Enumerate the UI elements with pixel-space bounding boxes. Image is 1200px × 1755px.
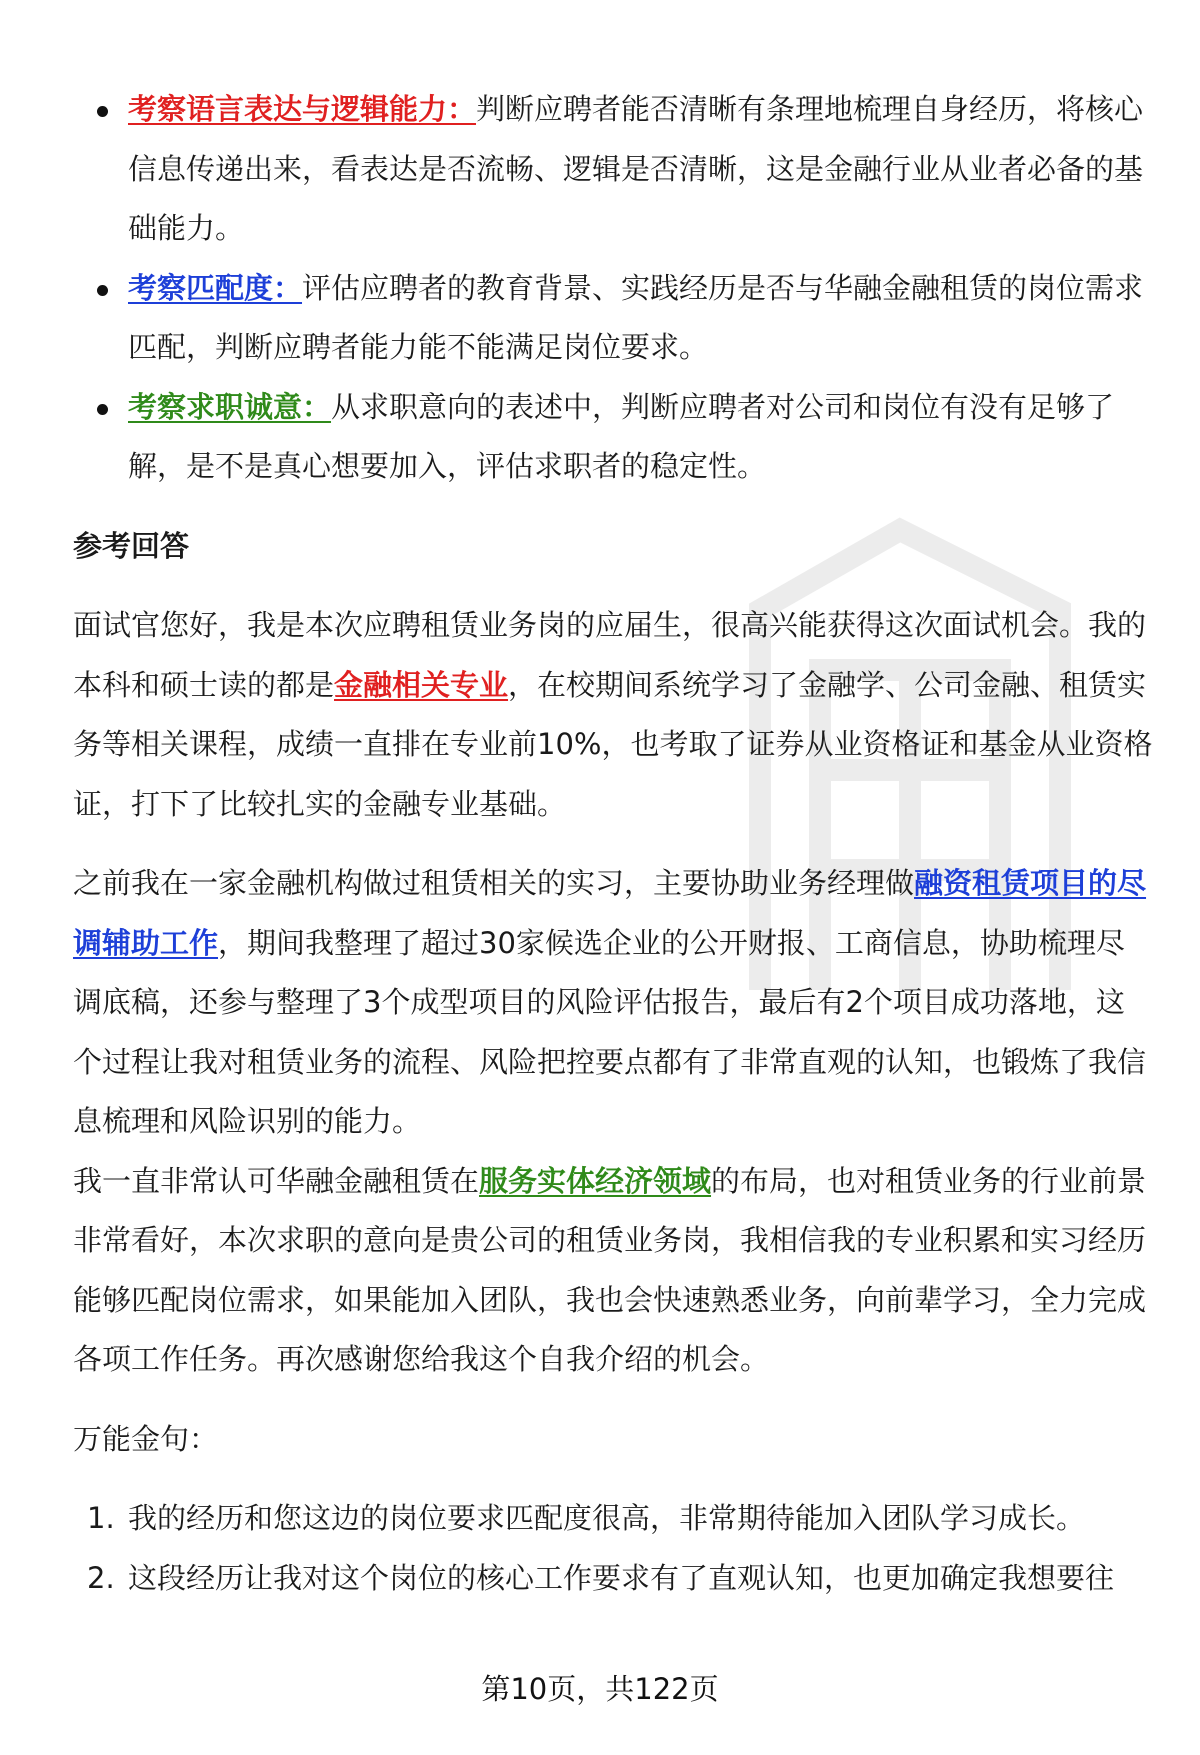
answer-paragraph-2	[73, 854, 1153, 1152]
bullet-dot	[97, 285, 108, 296]
list-number: 2.	[87, 1560, 115, 1595]
highlight-text: 服务实体经济领域	[479, 1163, 712, 1198]
criteria-text: 从求职意向的表述中，判断应聘者对公司和岗位有没有足够了解，是不是真心想要加入，评估求职者的稳定性。	[128, 389, 1115, 483]
criteria-text: 判断应聘者能否清晰有条理地梳理自身经历，将核心信息传递出来，看表达是否流畅、逻辑是否清晰，这是金融行业从业者必备的基础能力。	[128, 92, 1144, 245]
list-item	[73, 80, 1153, 259]
section-title-answer: 参考回答	[73, 528, 190, 563]
list-item-text: 这段经历让我对这个岗位的核心工作要求有了直观认知，也更加确定我想要往	[128, 1560, 1115, 1595]
page-number-footer: 第10页，共122页	[481, 1672, 719, 1706]
list-item	[73, 1489, 1153, 1549]
phrases-title: 万能金句：	[73, 1421, 219, 1456]
phrases-list	[73, 1489, 1153, 1608]
list-number: 1.	[87, 1501, 115, 1535]
highlight-text: 融资租赁项目的尽调辅助工作	[73, 866, 1147, 960]
list-item	[73, 259, 1153, 378]
highlight-text: 金融相关专业	[334, 667, 509, 702]
criteria-label: 考察求职诚意：	[128, 389, 332, 424]
criteria-text: 评估应聘者的教育背景、实践经历是否与华融金融租赁的岗位需求匹配，判断应聘者能力能不能满足岗位要求。	[128, 270, 1144, 364]
paragraph-text: ，期间我整理了超过30家候选企业的公开财报、工商信息，协助梳理尽调底稿，还参与整理了3个成型项目的风险评估报告，最后有2个项目成功落地，这个过程让我对租赁业务的流程、风险把控要点都有了非常直观的认知，也锻炼了我信息梳理和风险识别的能力。	[73, 925, 1147, 1138]
paragraph-text: 我一直非常认可华融金融租赁在	[73, 1163, 480, 1198]
paragraph-text: 的布局，也对租赁业务的行业前景非常看好，本次求职的意向是贵公司的租赁业务岗，我相信我的专业积累和实习经历能够匹配岗位需求，如果能加入团队，我也会快速熟悉业务，向前辈学习，全力完成各项工作任务。再次感谢您给我这个自我介绍的机会。	[73, 1163, 1147, 1376]
bullet-dot	[97, 404, 108, 415]
list-item-text: 我的经历和您这边的岗位要求匹配度很高，非常期待能加入团队学习成长。	[128, 1501, 1086, 1535]
criteria-list	[73, 80, 1153, 497]
content-area	[73, 80, 1153, 1608]
list-item	[73, 1549, 1153, 1609]
list-item	[73, 378, 1153, 497]
paragraph-text: ，在校期间系统学习了金融学、公司金融、租赁实务等相关课程，成绩一直排在专业前10%，也考取了证券从业资格证和基金从业资格证，打下了比较扎实的金融专业基础。	[73, 667, 1153, 821]
paragraph-text: 之前我在一家金融机构做过租赁相关的实习，主要协助业务经理做	[73, 866, 915, 900]
bullet-dot	[97, 106, 108, 117]
criteria-label: 考察匹配度：	[128, 270, 303, 305]
answer-paragraph-3	[73, 1152, 1153, 1390]
criteria-label: 考察语言表达与逻辑能力：	[128, 92, 477, 126]
paragraph-text: 面试官您好，我是本次应聘租赁业务岗的应届生，很高兴能获得这次面试机会。我的本科和硕士读的都是	[73, 608, 1147, 702]
answer-paragraph-1	[73, 596, 1153, 834]
